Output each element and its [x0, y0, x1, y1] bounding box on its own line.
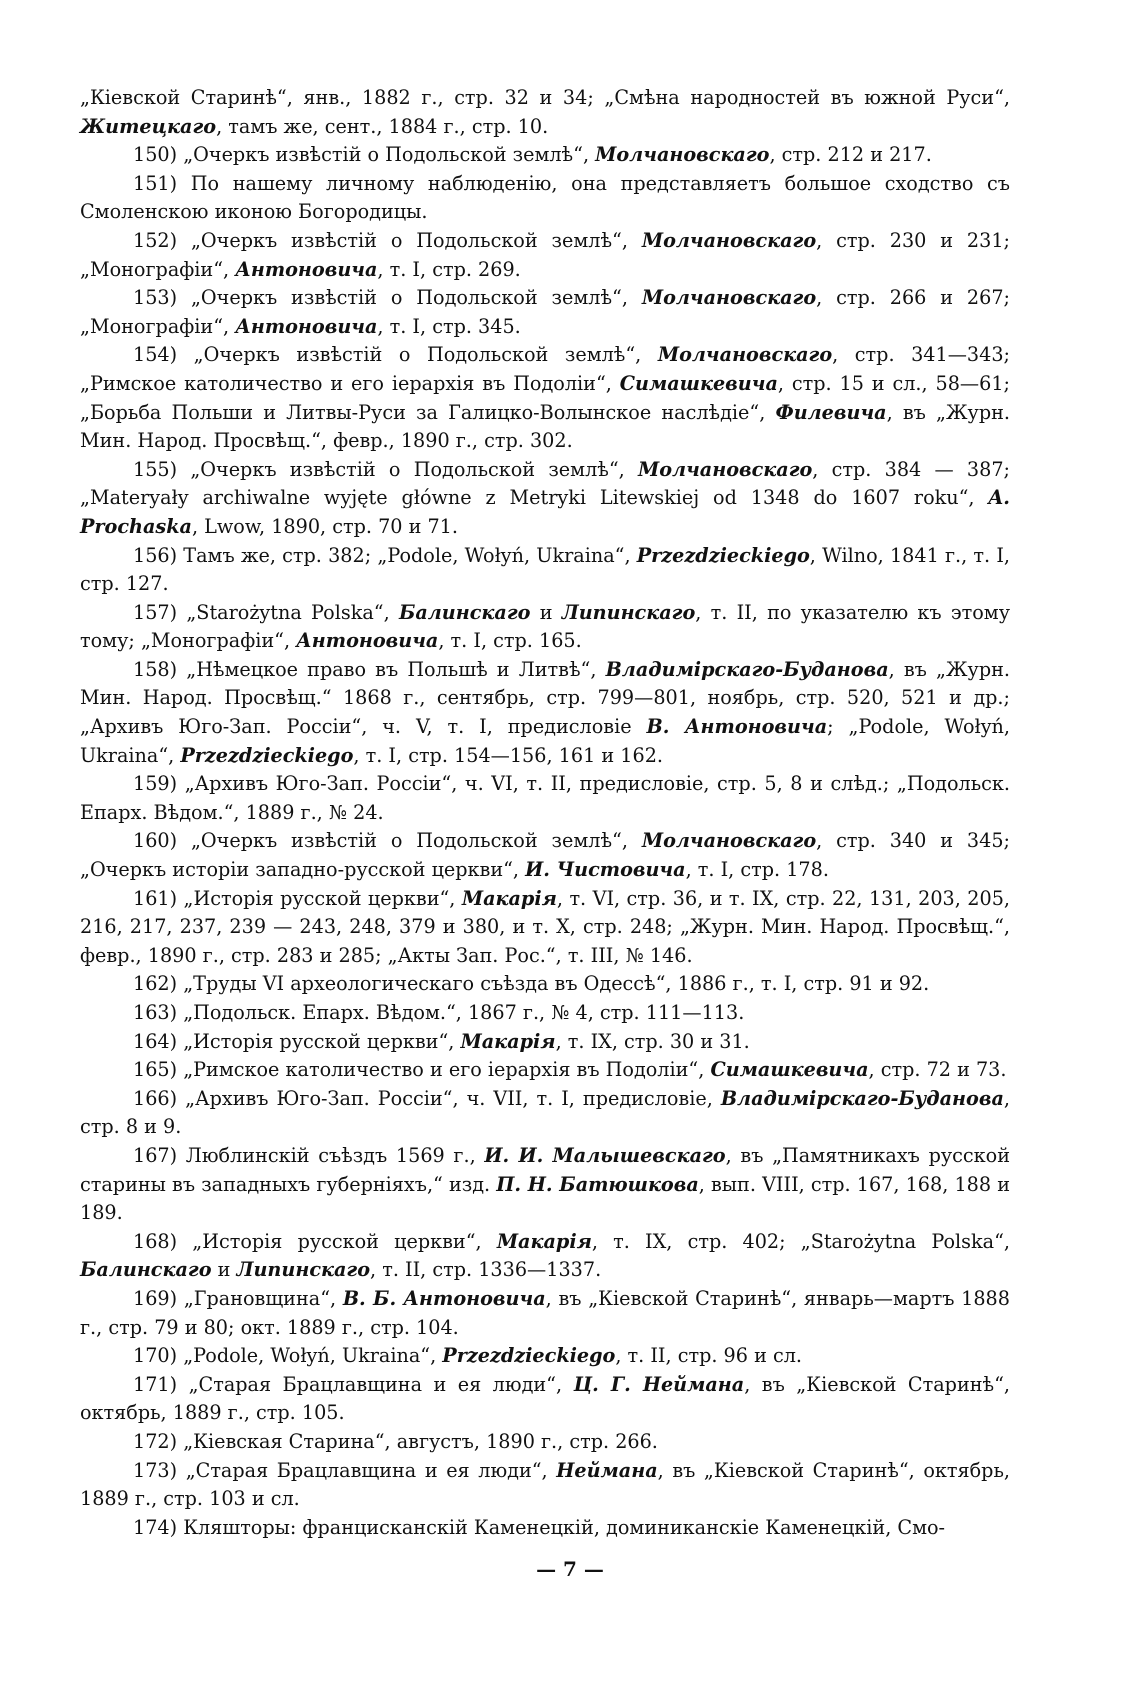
footnote-paragraph: [80, 1228, 1010, 1285]
cited-author-name: Симашкевича: [619, 371, 778, 395]
footnote-text: , стр. 72 и 73.: [868, 1058, 1007, 1082]
footnote-paragraph: [80, 456, 1010, 542]
footnote-text: , т. IX, стр. 402; „Starożytna Polska“,: [591, 1229, 1011, 1253]
footnote-text: , т. I, стр. 269.: [377, 257, 521, 281]
footnote-text: , тамъ же, сент., 1884 г., стр. 10.: [216, 114, 549, 138]
cited-author-name: И. И. Малышевскаго: [484, 1143, 726, 1167]
footnote-text: , въ „Журн. Мин. Народ. Просвѣщ.“, февр., 1890 г., стр. 302.: [80, 400, 1011, 453]
footnote-paragraph: [80, 827, 1010, 884]
cited-author-name: Молчановскаго: [657, 343, 833, 367]
cited-author-name: Неймана: [556, 1458, 658, 1482]
cited-author-name: Владимірскаго-Буданова: [720, 1086, 1004, 1110]
footnote-text: 164) „Исторія русской церкви“,: [133, 1029, 461, 1053]
footnote-paragraph: [80, 84, 1010, 141]
footnote-paragraph: [80, 1028, 1010, 1057]
footnote-paragraph: [80, 1428, 1010, 1457]
footnote-text: 171) „Старая Брацлавщина и ея люди“,: [133, 1372, 574, 1396]
cited-author-name: Przezdzieckiego: [636, 543, 810, 567]
footnote-text: 152) „Очеркъ извѣстій о Подольской землѣ“,: [133, 228, 642, 252]
cited-author-name: В. Антоновича: [646, 715, 828, 739]
footnote-text: , стр. 341—343; „Римское католичество и его іерархія въ Подоліи“,: [80, 343, 1010, 395]
footnote-text: 162) „Труды VI археологическаго съѣзда въ Одессѣ“, 1886 г., т. I, стр. 91 и 92.: [133, 972, 930, 996]
footnote-paragraph: [80, 885, 1010, 971]
cited-author-name: Молчановскаго: [641, 829, 817, 853]
footnote-text: 156) Тамъ же, стр. 382; „Podole, Wołyń, Ukraina“,: [133, 543, 637, 567]
footnote-paragraph: [80, 1342, 1010, 1371]
cited-author-name: Балинскаго: [80, 1258, 212, 1282]
footnote-text: и: [530, 600, 562, 624]
footnote-paragraph: [80, 170, 1010, 227]
footnote-text: , стр. 230 и 231; „Монографіи“,: [80, 228, 1010, 281]
footnote-text: , т. II, по указателю къ этому тому; „Монографіи“,: [80, 600, 1010, 653]
cited-author-name: Макарія: [461, 886, 557, 910]
cited-author-name: Антоновича: [235, 257, 378, 281]
footnote-text: 161) „Исторія русской церкви“,: [133, 886, 462, 910]
cited-author-name: Przezdzieckiego: [442, 1344, 616, 1368]
footnote-text: 150) „Очеркъ извѣстій о Подольской землѣ“,: [133, 143, 596, 167]
footnote-text: 169) „Грановщина“,: [133, 1286, 343, 1310]
footnotes-list: [80, 84, 1010, 1542]
footnote-text: , т. VI, стр. 36, и т. IX, стр. 22, 131, 203, 205, 216, 217, 237, 239 — 243, 248, 379 и 380, и т. X, стр. 248; „Журн. Мин. Народ. Просвѣщ.“, февр., 1890 г., стр. 283 и 285; „Акты Зап. Рос.“, т. III, № 146.: [80, 886, 1010, 967]
cited-author-name: Молчановскаго: [641, 228, 817, 252]
footnote-paragraph: [80, 1514, 1010, 1543]
footnote-text: 155) „Очеркъ извѣстій о Подольской землѣ“,: [133, 457, 638, 481]
footnote-text: , въ „Кіевской Старинѣ“, октябрь, 1889 г., стр. 103 и сл.: [80, 1458, 1010, 1511]
footnote-text: , т. I, стр. 345.: [377, 314, 521, 338]
footnote-paragraph: [80, 770, 1010, 827]
footnote-text: 158) „Нѣмецкое право въ Польшѣ и Литвѣ“,: [133, 657, 606, 681]
footnote-text: 173) „Старая Брацлавщина и ея люди“,: [133, 1458, 557, 1482]
footnote-paragraph: [80, 656, 1010, 770]
footnote-paragraph: [80, 1457, 1010, 1514]
footnote-paragraph: [80, 970, 1010, 999]
cited-author-name: A. Prochaska: [80, 486, 1010, 538]
cited-author-name: Przezdzieckiego: [180, 743, 354, 767]
footnote-text: , въ „Кіевской Старинѣ“, январь—мартъ 1888 г., стр. 79 и 80; окт. 1889 г., стр. 104.: [80, 1286, 1010, 1339]
cited-author-name: Житецкаго: [80, 114, 217, 138]
cited-author-name: Макарія: [496, 1229, 592, 1253]
footnote-text: , стр. 15 и сл., 58—61; „Борьба Польши и Литвы-Руси за Галицко-Волынское наслѣдіе“,: [80, 371, 1010, 424]
footnote-text: , стр. 212 и 217.: [769, 143, 932, 167]
footnote-text: , т. II, стр. 96 и сл.: [615, 1344, 802, 1368]
footnote-paragraph: [80, 1371, 1010, 1428]
footnote-text: 154) „Очеркъ извѣстій о Подольской землѣ“,: [133, 343, 658, 367]
cited-author-name: Макарія: [460, 1029, 556, 1053]
footnote-text: 153) „Очеркъ извѣстій о Подольской землѣ“,: [133, 286, 642, 310]
footnote-text: ; „Podole, Wołyń, Ukraina“,: [80, 715, 1011, 767]
footnote-text: , Wilno, 1841 г., т. I, стр. 127.: [80, 543, 1010, 596]
cited-author-name: Антоновича: [235, 314, 378, 338]
cited-author-name: Симашкевича: [710, 1058, 869, 1082]
cited-author-name: Липинскаго: [561, 600, 696, 624]
footnote-paragraph: [80, 141, 1010, 170]
footnote-text: и: [211, 1258, 237, 1282]
footnote-text: 160) „Очеркъ извѣстій о Подольской землѣ“,: [133, 829, 642, 853]
footnote-text: 151) По нашему личному наблюденію, она представляетъ большое сходство съ Смоленскою иконою Богородицы.: [80, 171, 1010, 224]
footnote-paragraph: [80, 1085, 1010, 1142]
footnote-text: 166) „Архивъ Юго-Зап. Россіи“, ч. VII, т. I, предисловіе,: [133, 1086, 721, 1110]
footnote-text: , въ „Журн. Мин. Народ. Просвѣщ.“ 1868 г., сентябрь, стр. 799—801, ноябрь, стр. 520, 521 и др.; „Архивъ Юго-Зап. Россіи“, ч. V, т. I, предисловіе: [80, 657, 1010, 739]
footnote-text: , въ „Памятникахъ русской старины въ западныхъ губерніяхъ,“ изд.: [80, 1143, 1010, 1196]
footnote-text: , въ „Кіевской Старинѣ“, октябрь, 1889 г., стр. 105.: [80, 1372, 1011, 1425]
footnote-text: , т. IX, стр. 30 и 31.: [555, 1029, 750, 1053]
footnote-paragraph: [80, 1285, 1010, 1342]
footnote-text: , вып. VIII, стр. 167, 168, 188 и 189.: [80, 1172, 1010, 1225]
cited-author-name: В. Б. Антоновича: [342, 1286, 546, 1310]
footnote-paragraph: [80, 1056, 1010, 1085]
footnote-text: 167) Люблинскій съѣздъ 1569 г.,: [133, 1143, 485, 1167]
footnote-paragraph: [80, 999, 1010, 1028]
footnote-text: , т. II, стр. 1336—1337.: [370, 1258, 602, 1282]
cited-author-name: Молчановскаго: [595, 143, 770, 167]
footnote-text: „Кіевской Старинѣ“, янв., 1882 г., стр. 32 и 34; „Смѣна народностей въ южной Руси“,: [80, 86, 1010, 109]
cited-author-name: Молчановскаго: [641, 286, 817, 310]
cited-author-name: Балинскаго: [398, 600, 531, 624]
footnote-text: 170) „Podole, Wołyń, Ukraina“,: [133, 1344, 443, 1368]
footnote-text: 165) „Римское католичество и его іерархія въ Подоліи“,: [133, 1058, 711, 1082]
footnote-paragraph: [80, 1142, 1010, 1228]
footnote-text: , стр. 384 — 387; „Materyały archiwalne wyjęte główne z Metryki Litewskiej od 1348 do 1607 roku“,: [80, 457, 1010, 510]
footnote-paragraph: [80, 227, 1010, 284]
cited-author-name: Молчановскаго: [637, 457, 813, 481]
footnote-paragraph: [80, 341, 1010, 455]
footnote-paragraph: [80, 599, 1010, 656]
cited-author-name: Филевича: [775, 400, 887, 424]
footnote-paragraph: [80, 542, 1010, 599]
footnote-text: , т. I, стр. 178.: [685, 858, 829, 882]
cited-author-name: Ц. Г. Неймана: [573, 1372, 745, 1396]
footnote-text: 163) „Подольск. Епарх. Вѣдом.“, 1867 г., № 4, стр. 111—113.: [133, 1001, 745, 1024]
cited-author-name: Владимірскаго-Буданова: [605, 657, 889, 681]
footnote-text: , т. I, стр. 154—156, 161 и 162.: [353, 743, 664, 767]
footnote-text: , стр. 266 и 267; „Монографіи“,: [80, 286, 1010, 338]
cited-author-name: Липинскаго: [236, 1258, 371, 1282]
footnote-text: 168) „Исторія русской церкви“,: [133, 1229, 497, 1253]
footnote-text: 157) „Starożytna Polska“,: [133, 600, 399, 624]
footnote-text: , Lwow, 1890, стр. 70 и 71.: [191, 514, 458, 538]
footnote-text: 174) Кляшторы: францисканскій Каменецкій, доминиканскіе Каменецкій, Смо-: [133, 1515, 946, 1539]
page-number: — 7 —: [536, 1557, 604, 1581]
footnote-text: , стр. 8 и 9.: [80, 1086, 1010, 1139]
cited-author-name: И. Чистовича: [525, 858, 686, 882]
footnote-paragraph: [80, 284, 1010, 341]
footnote-text: 159) „Архивъ Юго-Зап. Россіи“, ч. VI, т. II, предисловіе, стр. 5, 8 и слѣд.; „Подольск. Епарх. Вѣдом.“, 1889 г., № 24.: [80, 772, 1010, 824]
cited-author-name: П. Н. Батюшкова: [496, 1172, 699, 1196]
cited-author-name: Антоновича: [296, 629, 439, 653]
footnote-text: 172) „Кіевская Старина“, августъ, 1890 г., стр. 266.: [133, 1429, 658, 1453]
footnote-text: , т. I, стр. 165.: [438, 629, 582, 653]
footnote-text: , стр. 340 и 345; „Очеркъ исторіи западно-русской церкви“,: [80, 829, 1010, 882]
